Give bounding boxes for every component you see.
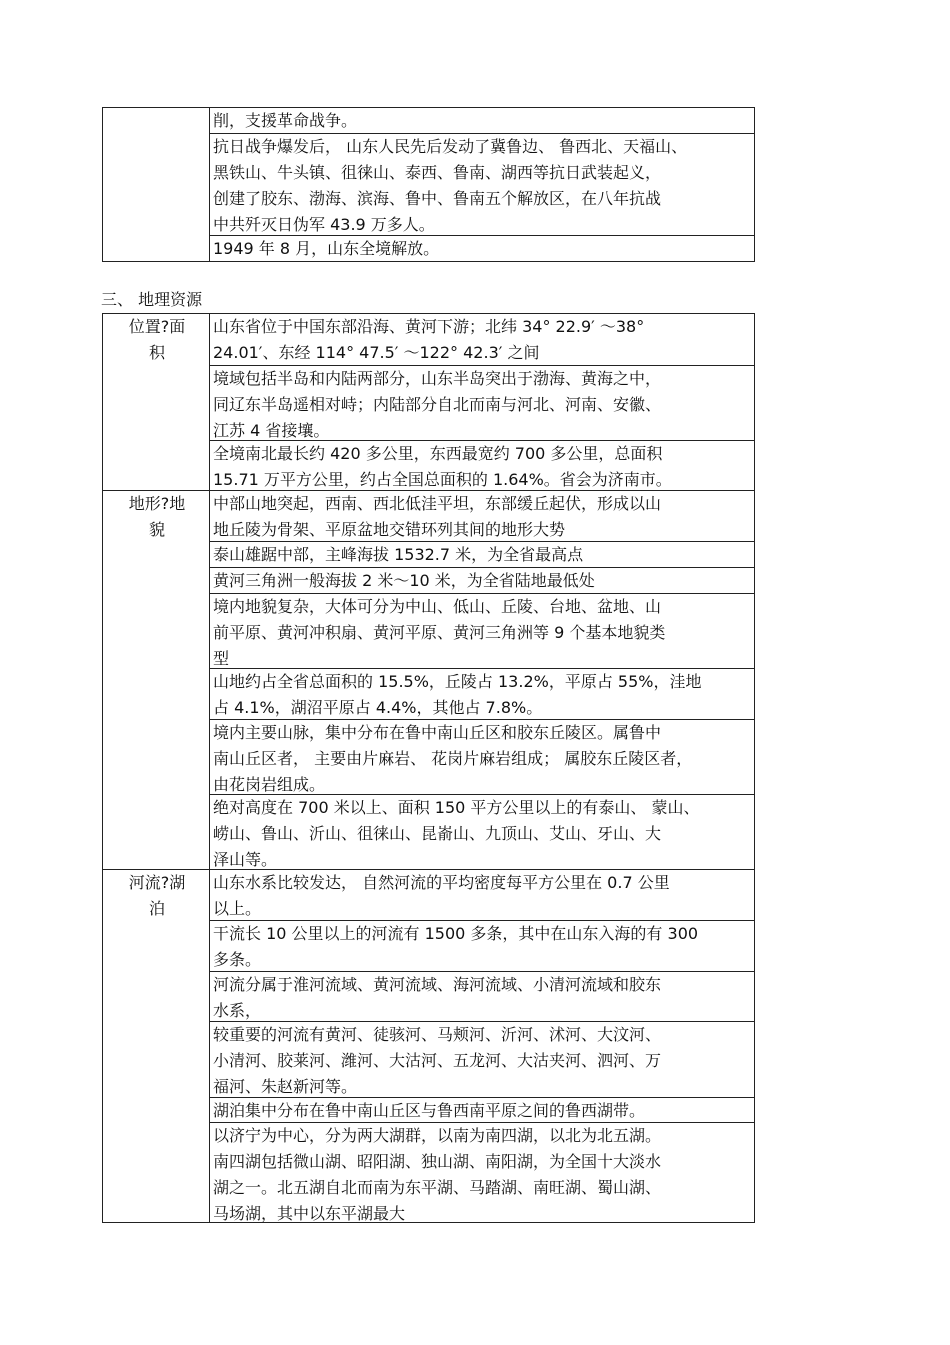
table-cell: 较重要的河流有黄河、徒骇河、马颊河、沂河、沭河、大汶河、 小清河、胶莱河、潍河、大沽河、五龙河、大沽夹河、泗河、万 福河、朱赵新河等。 [213,1025,662,1096]
table-cell: 抗日战争爆发后， 山东人民先后发动了冀鲁边、 鲁西北、天福山、 黑铁山、牛头镇、徂徕山、泰西、鲁南、湖西等抗日武装起义， 创建了胶东、渤海、滨海、鲁中、鲁南五个解放区，在八年抗战 中共歼灭日伪军 43.9 万多人。 [213,137,688,234]
history-table [102,107,755,262]
column-divider [209,314,210,1222]
table-cell: 境域包括半岛和内陆两部分，山东半岛突出于渤海、黄海之中， 同辽东半岛遥相对峙；内陆部分自北而南与河北、河南、安徽、 江苏 4 省接壤。 [213,369,662,440]
category-label-rivers-lakes: 河流?湖 泊 [128,873,186,918]
section-heading: 三、 地理资源 [101,290,203,309]
table-cell: 湖泊集中分布在鲁中南山丘区与鲁西南平原之间的鲁西湖带。 [213,1101,646,1120]
table-cell: 泰山雄踞中部，主峰海拔 1532.7 米，为全省最高点 [213,545,584,564]
table-cell: 山东水系比较发达， 自然河流的平均密度每平方公里在 0.7 公里 以上。 [213,873,670,918]
table-cell: 河流分属于淮河流域、黄河流域、海河流域、小清河流域和胶东 水系， [213,975,662,1020]
table-cell: 黄河三角洲一般海拔 2 米～10 米，为全省陆地最低处 [213,571,595,590]
geography-table [102,313,755,1223]
table-cell: 中部山地突起，西南、西北低洼平坦，东部缓丘起伏，形成以山 地丘陵为骨架、平原盆地交错环列其间的地形大势 [213,494,662,539]
table-cell: 全境南北最长约 420 多公里，东西最宽约 700 多公里，总面积 15.71 万平方公里，约占全国总面积的 1.64%。省会为济南市。 [213,444,672,489]
table-cell: 境内主要山脉，集中分布在鲁中南山丘区和胶东丘陵区。属鲁中 南山丘区者， 主要由片麻岩、 花岗片麻岩组成； 属胶东丘陵区者， 由花岗岩组成。 [213,723,693,794]
table-cell: 1949 年 8 月，山东全境解放。 [213,239,440,258]
table-cell: 绝对高度在 700 米以上、面积 150 平方公里以上的有泰山、 蒙山、 崂山、鲁山、沂山、徂徕山、昆嵛山、九顶山、艾山、牙山、大 泽山等。 [213,798,700,869]
category-label-terrain: 地形?地 貌 [128,494,186,539]
category-label-location-area: 位置?面 积 [128,317,186,362]
table-cell: 以济宁为中心，分为两大湖群，以南为南四湖，以北为北五湖。 南四湖包括微山湖、昭阳湖、独山湖、南阳湖，为全国十大淡水 湖之一。北五湖自北而南为东平湖、马踏湖、南旺湖、蜀山湖、 马场湖，其中以东平湖最大 [213,1126,662,1223]
table-cell: 削，支援革命战争。 [213,111,358,130]
table-cell: 山东省位于中国东部沿海、黄河下游；北纬 34° 22.9′ ～38° 24.01′、东经 114° 47.5′ ～122° 42.3′ 之间 [213,317,645,362]
table-cell: 干流长 10 公里以上的河流有 1500 多条，其中在山东入海的有 300 多条。 [213,924,699,969]
table-cell: 山地约占全省总面积的 15.5%，丘陵占 13.2%，平原占 55%，洼地 占 4.1%，湖沼平原占 4.4%，其他占 7.8%。 [213,672,702,717]
table-cell: 境内地貌复杂，大体可分为中山、低山、丘陵、台地、盆地、山 前平原、黄河冲积扇、黄河平原、黄河三角洲等 9 个基本地貌类 型 [213,597,666,668]
column-divider [209,108,210,261]
